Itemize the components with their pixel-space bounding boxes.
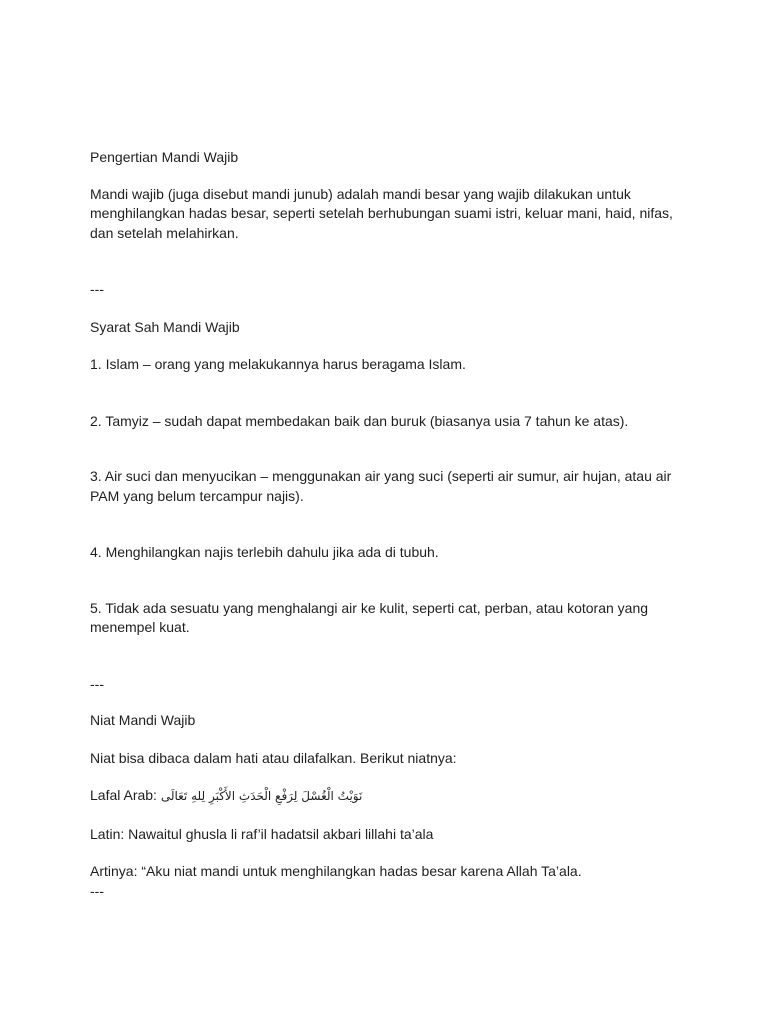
latin-line: Latin: Nawaitul ghusla li raf’il hadatsil akbari lillahi ta’ala bbox=[90, 825, 434, 842]
section-heading-niat: Niat Mandi Wajib bbox=[90, 712, 196, 728]
artinya-line: Artinya: “Aku niat mandi untuk menghilangkan hadas besar karena Allah Ta’ala. bbox=[90, 863, 582, 879]
separator: --- bbox=[90, 675, 104, 692]
syarat-item-4: 4. Menghilangkan najis terlebih dahulu jika ada di tubuh. bbox=[90, 544, 439, 560]
lafal-arab-text: نَوَيْتُ الْغُسْلَ لِرَفْعِ الْحَدَثِ الأَكْبَرِ لِلهِ تَعَالَى bbox=[160, 789, 363, 803]
lafal-arab-line bbox=[90, 786, 690, 807]
separator: --- bbox=[90, 882, 104, 899]
syarat-item-5: 5. Tidak ada sesuatu yang menghalangi air ke kulit, seperti cat, perban, atau kotoran yang menempel kuat. bbox=[90, 599, 649, 635]
syarat-item-2: 2. Tamyiz – sudah dapat membedakan baik dan buruk (biasanya usia 7 tahun ke atas). bbox=[90, 412, 629, 429]
niat-intro: Niat bisa dibaca dalam hati atau dilafalkan. Berikut niatnya: bbox=[90, 749, 457, 766]
pengertian-paragraph: Mandi wajib (juga disebut mandi junub) adalah mandi besar yang wajib dilakukan untuk menghilangkan hadas besar, seperti setelah berhubungan suami istri, keluar mani, haid, nifas, dan setelah melahirkan. bbox=[90, 185, 673, 241]
separator: --- bbox=[90, 281, 104, 297]
lafal-arab-label: Lafal Arab: bbox=[90, 787, 157, 803]
section-heading-syarat: Syarat Sah Mandi Wajib bbox=[90, 318, 240, 335]
syarat-item-1: 1. Islam – orang yang melakukannya harus beragama Islam. bbox=[90, 356, 466, 372]
syarat-item-3: 3. Air suci dan menyucikan – menggunakan air yang suci (seperti air sumur, air hujan, atau air PAM yang belum tercampur najis). bbox=[90, 468, 672, 504]
section-heading-pengertian: Pengertian Mandi Wajib bbox=[90, 149, 239, 165]
document-page bbox=[90, 148, 690, 901]
